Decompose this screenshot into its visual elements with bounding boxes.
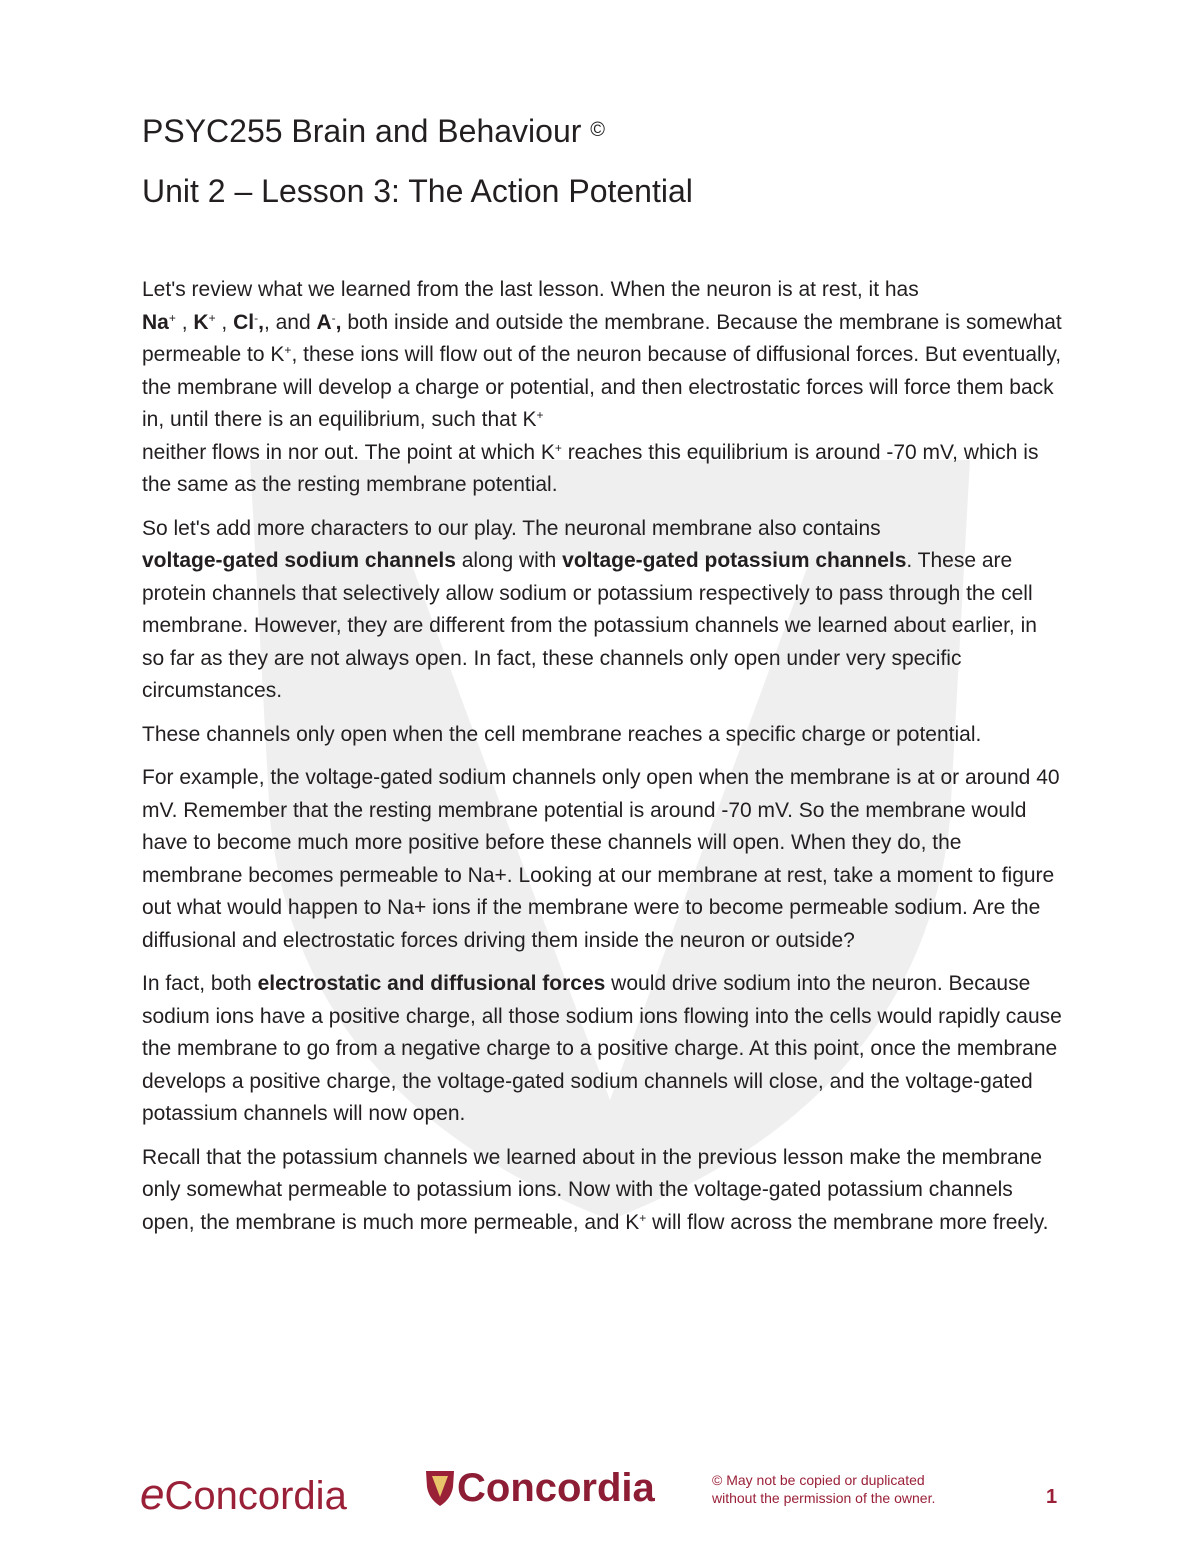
concordia-logo	[425, 1466, 655, 1511]
course-title	[142, 113, 605, 150]
logo-econcordia-text: Concordia	[164, 1474, 347, 1518]
notice-line-2: without the permission of the owner.	[712, 1490, 936, 1506]
ion-k: K	[193, 310, 209, 334]
p2-text-3: . These are protein channels that selectively allow sodium or potassium respectively to pass through the cell membrane. However, they are different from the potassium channels we learned about earlier, in so far as they are not always open. In fact, these channels only open under very specific circumstances.	[142, 549, 1037, 702]
course-title-text: PSYC255 Brain and Behaviour	[142, 113, 582, 149]
term-forces: electrostatic and diffusional forces	[257, 972, 606, 995]
paragraph-3: These channels only open when the cell membrane reaches a specific charge or potential.	[142, 722, 982, 746]
sup-plus: +	[284, 343, 292, 357]
ion-a: A	[316, 310, 332, 334]
separator: ,	[175, 310, 194, 334]
paragraph-2	[142, 513, 1062, 708]
notice-line-1: © May not be copied or duplicated	[712, 1472, 925, 1488]
paragraph-5	[142, 968, 1062, 1131]
sup-minus: -	[331, 310, 336, 325]
comma: ,	[258, 310, 264, 334]
sup-plus: +	[168, 310, 176, 325]
sup-minus: -	[254, 310, 259, 325]
copyright-notice	[712, 1471, 935, 1507]
paragraph-4: For example, the voltage-gated sodium channels only open when the membrane is at or around 40 mV. Remember that the resting membrane potential is around -70 mV. So the membrane would have to become much more positive before these channels will open. When they do, the membrane becomes permeable to Na+. Looking at our membrane at rest, take a moment to figure out what would happen to Na+ ions if the membrane were to become permeable sodium. Are the diffusional and electrostatic forces driving them inside the neuron or outside?	[142, 766, 1060, 952]
ion-cl: Cl	[233, 310, 255, 334]
p6-text-1: Recall that the potassium channels we learned about in the previous lesson make the membrane only somewhat permeable to potassium ions. Now with the voltage-gated potassium channels open, the membrane is much more permeable, and K	[142, 1145, 1043, 1234]
conjunction: , and	[263, 310, 317, 334]
p5-text-2: would drive sodium into the neuron. Because sodium ions have a positive charge, all those sodium ions flowing into the cells would rapidly cause the membrane to go from a negative charge to a positive charge. At this point, once the membrane develops a positive charge, the voltage-gated sodium channels will close, and the voltage-gated potassium channels will now open.	[142, 972, 1062, 1125]
p2-text-1: So let's add more characters to our play. The neuronal membrane also contains	[142, 516, 881, 540]
separator: ,	[215, 310, 234, 334]
paragraph-1	[142, 274, 1062, 502]
sup-plus: +	[208, 310, 216, 325]
sup-plus: +	[554, 440, 562, 455]
lesson-title: Unit 2 – Lesson 3: The Action Potential	[142, 173, 693, 209]
econcordia-logo	[140, 1470, 347, 1520]
comma: ,	[335, 310, 342, 334]
shield-icon	[425, 1469, 455, 1507]
paragraph-6	[142, 1142, 1062, 1240]
ion-na: Na	[142, 310, 169, 334]
p2-text-2: along with	[455, 549, 563, 572]
lesson-body	[142, 274, 1062, 1250]
p1-text-5: reaches this equilibrium is around -70 mV, which is the same as the resting membrane potential.	[142, 440, 1039, 496]
sup-plus: +	[639, 1210, 647, 1225]
logo-concordia-text: Concordia	[457, 1466, 655, 1510]
logo-e: e	[140, 1470, 165, 1519]
p6-text-2: will flow across the membrane more freely.	[646, 1210, 1049, 1234]
p1-text-2: both inside and outside the membrane. Because the membrane is somewhat permeable to K	[142, 310, 1062, 366]
copyright-symbol: ©	[590, 119, 606, 141]
p1-text-3: , these ions will flow out of the neuron because of diffusional forces. But eventually, the membrane will develop a charge or potential, and then electrostatic forces will force them back in, until there is an equilibrium, such that K	[142, 343, 1062, 431]
p5-text-1: In fact, both	[142, 972, 258, 995]
p1-text-1: Let's review what we learned from the last lesson. When the neuron is at rest, it has	[142, 278, 919, 301]
p1-text-4: neither flows in nor out. The point at which K	[142, 440, 555, 464]
page-number: 1	[1046, 1486, 1058, 1508]
term-potassium-channels: voltage-gated potassium channels	[562, 549, 907, 572]
page-footer	[0, 1462, 1200, 1522]
sup-plus: +	[536, 408, 544, 422]
term-sodium-channels: voltage-gated sodium channels	[142, 549, 456, 572]
